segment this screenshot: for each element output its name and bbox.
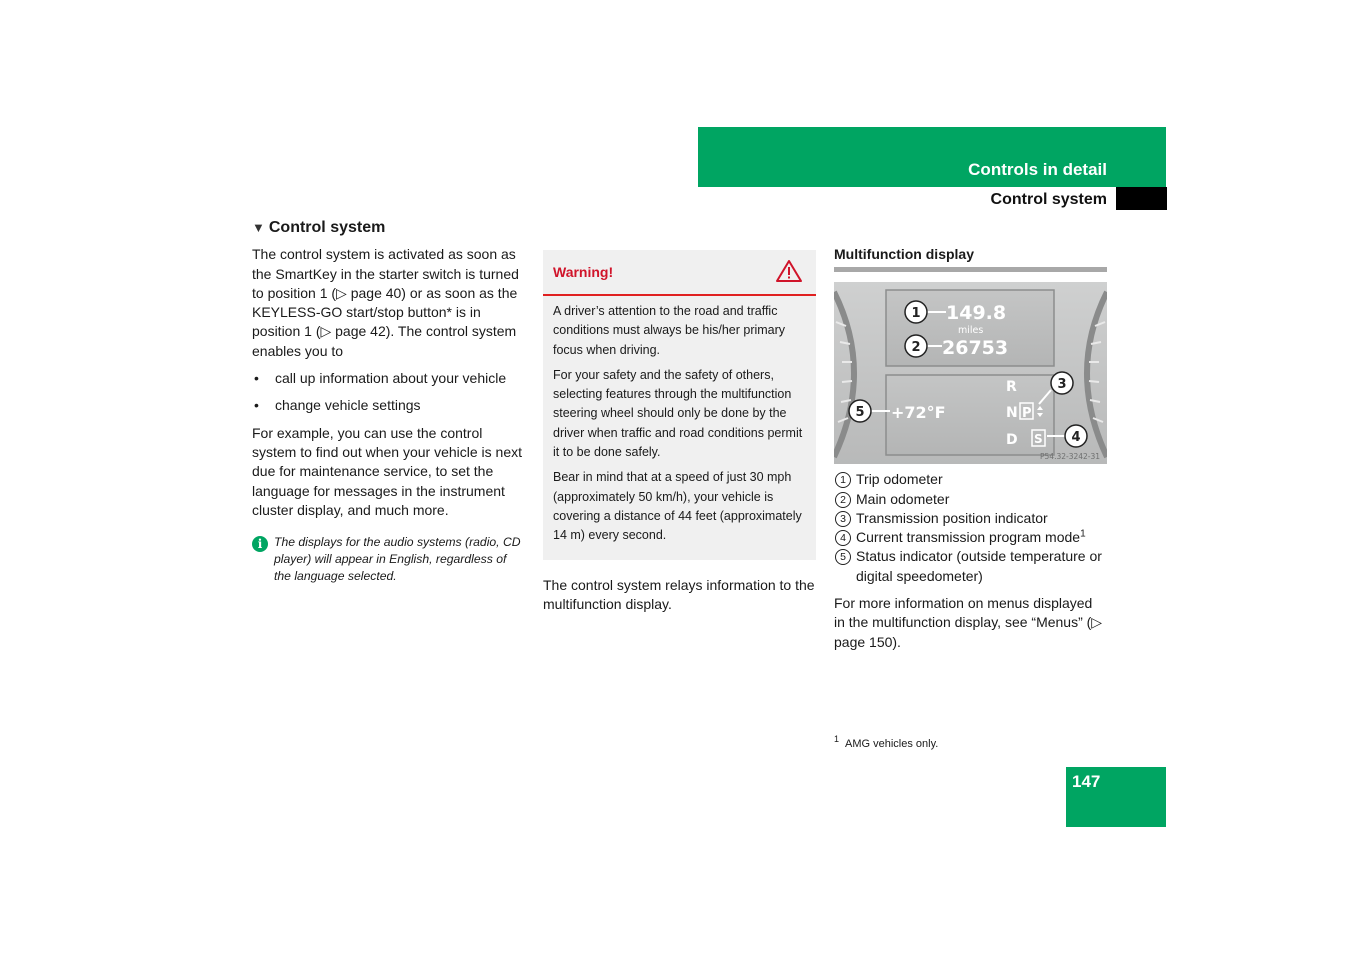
figure-code: P54.32-3242-31: [1040, 452, 1101, 462]
subsection-heading: Multifunction display: [834, 245, 1107, 272]
footnote-text: AMG vehicles only.: [845, 738, 939, 750]
legend-text: Main odometer: [856, 490, 950, 507]
feature-list: [252, 369, 526, 416]
info-note: [252, 534, 526, 585]
section-heading-text: Control system: [268, 219, 386, 236]
legend-number: 2: [835, 492, 851, 508]
middle-column: [543, 250, 816, 622]
gear-d: D: [1006, 432, 1018, 449]
legend-number: 1: [835, 472, 851, 488]
callout-2: 2: [911, 340, 921, 356]
warning-body: [543, 296, 816, 560]
trip-value: 149.8: [946, 302, 1007, 325]
legend-text: Transmission position indicator: [856, 509, 1048, 526]
legend-text: Trip odometer: [856, 471, 943, 488]
info-text: The displays for the audio systems (radio, CD player) will appear in English, regardless of the language selected.: [274, 535, 521, 584]
footnote-ref: 1: [1080, 528, 1086, 540]
triangle-down-icon: ▼: [252, 220, 265, 235]
warning-triangle-icon: [775, 259, 803, 283]
mode-letter: S: [1034, 432, 1043, 447]
callout-4: 4: [1071, 430, 1081, 446]
page-number: 147: [1072, 772, 1101, 791]
callout-1: 1: [911, 306, 921, 322]
warning-box: [543, 250, 816, 560]
legend-number: 5: [835, 549, 851, 565]
footnote: [834, 734, 939, 750]
warning-header: [543, 250, 816, 296]
example-paragraph: For example, you can use the control system to find out when your vehicle is next due for maintenance service, to set the language for messages in the instrument cluster display, and much more.: [252, 424, 523, 518]
gear-p: P: [1022, 406, 1032, 422]
list-item: • call up information about your vehicle: [252, 369, 526, 388]
temp-value: +72°F: [891, 403, 946, 423]
chapter-title: Controls in detail: [968, 160, 1107, 179]
warning-paragraph: For your safety and the safety of others, selecting features through the multifunction steering wheel should only be done by the driver when traffic and road conditions permit it to be done safely.: [553, 367, 803, 460]
unit-label: miles: [958, 325, 984, 337]
legend-item: [834, 470, 1107, 489]
intro-paragraph: The control system is activated as soon as the SmartKey in the starter switch is turned to position 1 (▷ page 40) or as soon as the KEYLESS-GO start/stop button* is in position 1 (▷ page 42). The control system enables you to: [252, 246, 519, 359]
left-column: [252, 218, 526, 585]
legend-text: Current transmission program mode: [856, 529, 1081, 546]
footnote-mark: 1: [834, 734, 840, 745]
warning-title: Warning!: [553, 264, 614, 280]
right-column: [834, 245, 1107, 660]
legend-item: [834, 528, 1107, 547]
warning-paragraph: A driver’s attention to the road and traffic conditions must always be his/her primary focus when driving.: [553, 304, 786, 357]
warning-paragraph: Bear in mind that at a speed of just 30 mph (approximately 50 km/h), your vehicle is covering a distance of 44 feet (approximately 14 m) every second.: [553, 470, 802, 543]
legend-number: 4: [835, 530, 851, 546]
relay-paragraph: The control system relays information to the multifunction display.: [543, 576, 815, 612]
section-title: Control system: [990, 191, 1107, 208]
legend-item: [834, 509, 1107, 528]
legend-text: Status indicator (outside temperature or digital speedometer): [856, 548, 1102, 584]
list-item: • change vehicle settings: [252, 396, 526, 415]
menus-paragraph: For more information on menus displayed in the multifunction display, see “Menus” (▷ page 150).: [834, 595, 1103, 650]
callout-3: 3: [1057, 377, 1067, 393]
main-value: 26753: [942, 337, 1009, 360]
callout-5: 5: [855, 405, 865, 421]
multifunction-display-figure: [834, 282, 1107, 464]
section-heading: [252, 218, 526, 237]
gear-r: R: [1006, 379, 1017, 396]
info-icon: i: [252, 536, 268, 552]
page-number-box: [1066, 767, 1166, 827]
header-marker: [1116, 187, 1167, 210]
legend-item: [834, 490, 1107, 509]
figure-legend: [834, 470, 1107, 586]
gear-n: N: [1006, 405, 1018, 422]
legend-number: 3: [835, 511, 851, 527]
legend-item: [834, 547, 1107, 586]
